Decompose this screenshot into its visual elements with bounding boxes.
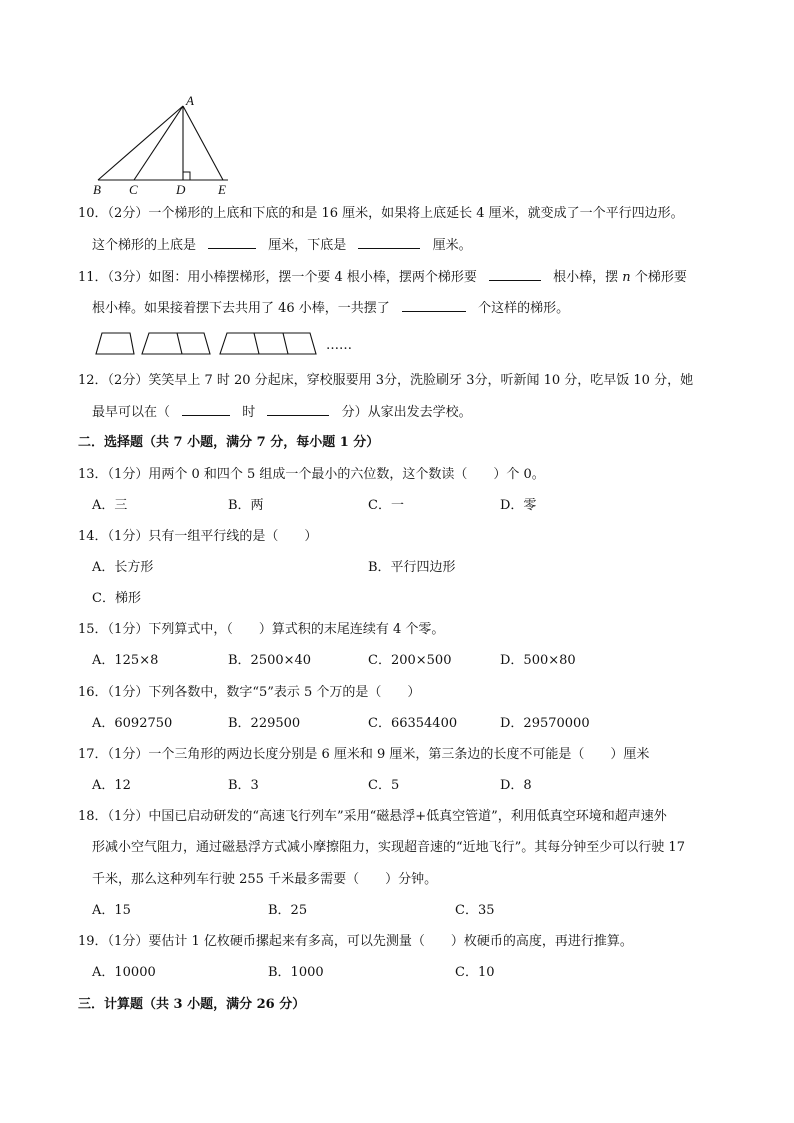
q16-option-c[interactable]: C．66354400 bbox=[368, 716, 458, 731]
q10-line2 bbox=[92, 236, 472, 255]
point-b-label: B bbox=[93, 182, 101, 197]
q11-text-d: 根小棒。如果接着摆下去共用了 46 小棒，一共摆了 bbox=[92, 301, 390, 316]
q16-option-a[interactable]: A．6092750 bbox=[92, 716, 173, 731]
q10-blank-upper[interactable] bbox=[208, 236, 256, 249]
q13-option-a[interactable]: A．三 bbox=[92, 498, 128, 513]
q14-stem: 14．（1分）只有一组平行线的是（ ） bbox=[78, 529, 318, 544]
q10-text-b: 厘米，下底是 bbox=[268, 238, 347, 253]
q15-option-c[interactable]: C．200×500 bbox=[368, 653, 452, 668]
q12-blank-minute[interactable] bbox=[267, 403, 329, 416]
trapezoid-two-divider bbox=[177, 333, 182, 354]
q15-option-b[interactable]: B．2500×40 bbox=[228, 653, 312, 668]
q19-option-b[interactable]: B．1000 bbox=[268, 965, 324, 980]
q18-option-a[interactable]: A．15 bbox=[92, 903, 131, 918]
q17-option-a[interactable]: A．12 bbox=[92, 778, 131, 793]
q11-blank-two[interactable] bbox=[489, 268, 541, 281]
q11-line1 bbox=[78, 268, 687, 287]
q11-variable-n: n bbox=[622, 270, 631, 285]
q17-option-b[interactable]: B．3 bbox=[228, 778, 259, 793]
q11-line2 bbox=[92, 299, 569, 318]
q13-option-c[interactable]: C．一 bbox=[368, 498, 404, 513]
q11-blank-count[interactable] bbox=[402, 299, 466, 312]
trapezoid-two-outline bbox=[142, 333, 210, 354]
q11-ellipsis: …… bbox=[326, 338, 352, 353]
trapezoid-one bbox=[96, 333, 134, 354]
q10-text-c: 厘米。 bbox=[432, 238, 472, 253]
q11-text-e: 个这样的梯形。 bbox=[478, 301, 570, 316]
point-d-label: D bbox=[176, 182, 186, 197]
q17-option-c[interactable]: C．5 bbox=[368, 778, 400, 793]
point-e-label: E bbox=[218, 182, 226, 197]
q14-option-a[interactable]: A．长方形 bbox=[92, 560, 154, 575]
q16-option-d[interactable]: D．29570000 bbox=[500, 716, 590, 731]
q10-line1: 10．（2分）一个梯形的上底和下底的和是 16 厘米，如果将上底延长 4 厘米，就变成了一个平行四边形。 bbox=[78, 206, 684, 221]
q17-stem: 17．（1分）一个三角形的两边长度分别是 6 厘米和 9 厘米，第三条边的长度不可能是（ ）厘米 bbox=[78, 747, 650, 762]
q10-blank-lower[interactable] bbox=[358, 236, 420, 249]
trapezoid-sticks-figure bbox=[92, 330, 332, 358]
q13-option-d[interactable]: D．零 bbox=[500, 498, 537, 513]
q18-line3: 千米，那么这种列车行驶 255 千米最多需要（ ）分钟。 bbox=[92, 872, 438, 887]
q12-blank-hour[interactable] bbox=[182, 403, 230, 416]
point-a-label: A bbox=[186, 93, 194, 108]
q18-option-b[interactable]: B．25 bbox=[268, 903, 308, 918]
triangle-figure bbox=[88, 92, 248, 202]
q15-stem: 15．（1分）下列算式中，（ ）算式积的末尾连续有 4 个零。 bbox=[78, 622, 445, 637]
trapezoid-three-divider-1 bbox=[254, 333, 259, 354]
right-angle-mark bbox=[183, 172, 190, 180]
q16-stem: 16．（1分）下列各数中，数字“5”表示 5 个万的是（ ） bbox=[78, 685, 421, 700]
q18-line2: 形减小空气阻力，通过磁悬浮方式减小摩擦阻力，实现超音速的“近地飞行”。其每分钟至少可以行驶 17 bbox=[92, 840, 685, 855]
section-2-heading: 二．选择题（共 7 小题，满分 7 分，每小题 1 分） bbox=[78, 435, 380, 450]
q14-option-c[interactable]: C．梯形 bbox=[92, 591, 141, 606]
side-ab bbox=[98, 106, 183, 180]
q12-line1: 12．（2分）笑笑早上 7 时 20 分起床，穿校服要用 3分，洗脸刷牙 3分，听新闻 10 分，吃早饭 10 分，她 bbox=[78, 373, 694, 388]
q13-option-b[interactable]: B．两 bbox=[228, 498, 264, 513]
section-3-heading: 三．计算题（共 3 小题，满分 26 分） bbox=[78, 997, 306, 1012]
q19-option-a[interactable]: A．10000 bbox=[92, 965, 156, 980]
q18-line1: 18．（1分）中国已启动研发的“高速飞行列车”采用“磁悬浮+低真空管道”，利用低真空环境和超声速外 bbox=[78, 809, 667, 824]
trapezoid-three-divider-2 bbox=[283, 333, 288, 354]
q12-text-a: 最早可以在（ bbox=[92, 405, 171, 420]
q12-text-b: 时 bbox=[242, 405, 256, 420]
q17-option-d[interactable]: D．8 bbox=[500, 778, 532, 793]
q11-text-a: 11．（3分）如图：用小棒摆梯形，摆一个要 4 根小棒，摆两个梯形要 bbox=[78, 270, 477, 285]
q11-text-c: 个梯形要 bbox=[634, 270, 687, 285]
q13-stem: 13．（1分）用两个 0 和四个 5 组成一个最小的六位数，这个数读（ ）个 0。 bbox=[78, 467, 545, 482]
q15-option-d[interactable]: D．500×80 bbox=[500, 653, 576, 668]
q19-option-c[interactable]: C．10 bbox=[455, 965, 495, 980]
side-ac bbox=[134, 106, 183, 180]
q16-option-b[interactable]: B．229500 bbox=[228, 716, 301, 731]
q12-text-c: 分）从家出发去学校。 bbox=[341, 405, 472, 420]
q18-option-c[interactable]: C．35 bbox=[455, 903, 495, 918]
q14-option-b[interactable]: B．平行四边形 bbox=[368, 560, 456, 575]
side-ae bbox=[183, 106, 223, 180]
q19-stem: 19．（1分）要估计 1 亿枚硬币摞起来有多高，可以先测量（ ）枚硬币的高度，再进行推算。 bbox=[78, 934, 633, 949]
point-c-label: C bbox=[129, 182, 138, 197]
q12-line2 bbox=[92, 403, 472, 422]
q10-text-a: 这个梯形的上底是 bbox=[92, 238, 197, 253]
q11-text-b: 根小棒，摆 bbox=[553, 270, 619, 285]
trapezoid-three-outline bbox=[220, 333, 316, 354]
q15-option-a[interactable]: A．125×8 bbox=[92, 653, 159, 668]
